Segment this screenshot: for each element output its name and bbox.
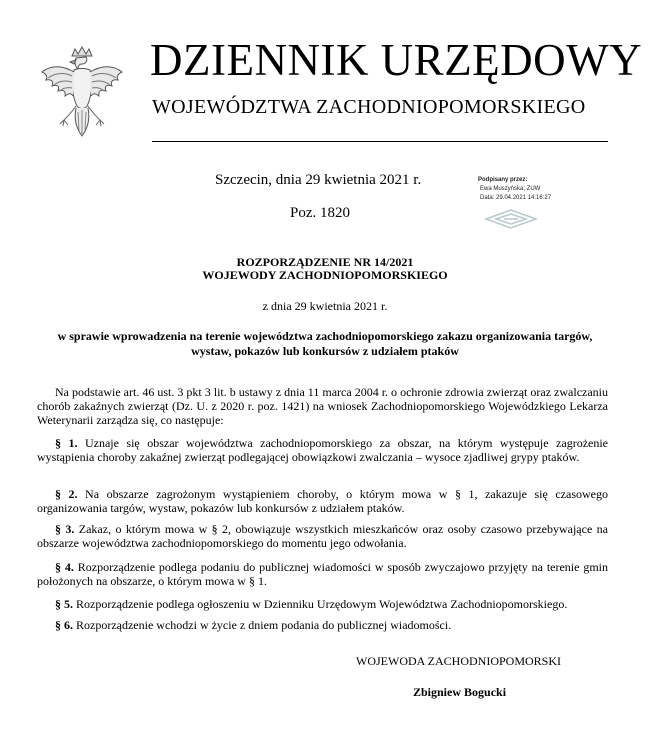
- section-label: § 4.: [55, 560, 74, 574]
- regulation-subject: w sprawie wprowadzenia na terenie województwa zachodniopomorskiego zakazu organizowania targów, wystaw, pokazów lub konkursów z udziałem ptaków: [57, 329, 593, 358]
- section-label: § 5.: [55, 597, 73, 611]
- signature-heading: Podpisany przez:: [478, 177, 528, 183]
- header-divider: [152, 141, 608, 142]
- section-label: § 6.: [55, 618, 73, 632]
- section-4: [37, 560, 608, 588]
- section-label: § 1.: [55, 436, 78, 450]
- section-text: Rozporządzenie podlega podaniu do publicznej wiadomości w sposób zwyczajowo przyjęty na terenie gmin położonych na obszarze, o którym mowa w § 1.: [37, 560, 609, 588]
- signatory-role: WOJEWODA ZACHODNIOPOMORSKI: [356, 654, 561, 668]
- regulation-heading: [0, 256, 650, 282]
- signatory-name: Zbigniew Bogucki: [413, 685, 507, 699]
- section-text: Rozporządzenie podlega ogłoszeniu w Dzienniku Urzędowym Województwa Zachodniopomorskiego.: [73, 597, 568, 611]
- regulation-issuer: WOJEWODY ZACHODNIOPOMORSKIEGO: [202, 268, 448, 282]
- section-3: [37, 522, 608, 550]
- section-2: [37, 487, 608, 515]
- section-text: Na obszarze zagrożonym wystąpieniem choroby, o którym mowa w § 1, zakazuje się czasowego organizowania targów, wystaw, pokazów lub konkursów z udziałem ptaków.: [37, 487, 608, 515]
- section-1: [37, 436, 608, 464]
- electronic-signature: [478, 176, 598, 228]
- journal-title: DZIENNIK URZĘDOWY: [150, 35, 643, 85]
- section-text: Uznaje się obszar województwa zachodniopomorskiego za obszar, na którym występuje zagrożenie wystąpienia choroby zakaźnej zwierząt podlegającej obowiązkowi zwalczania – wysoce zjadliwej grypy ptaków.: [37, 436, 609, 464]
- signature-date: Data: 29.04.2021 14:16:27: [480, 195, 552, 201]
- section-text: Rozporządzenie wchodzi w życie z dniem podania do publicznej wiadomości.: [73, 618, 452, 632]
- section-6: [37, 618, 608, 632]
- preamble: Na podstawie art. 46 ust. 3 pkt 3 lit. b ustawy z dnia 11 marca 2004 r. o ochronie zdrowia zwierząt oraz zwalczaniu chorób zakaźnych zwierząt (Dz. U. z 2020 r. poz. 1421) na wniosek Zachodniopomorskiego Wojewódzkiego Lekarza Weterynarii zarządza się, co następuje:: [37, 385, 608, 427]
- journal-subtitle: WOJEWÓDZTWA ZACHODNIOPOMORSKIEGO: [152, 96, 586, 118]
- section-text: Zakaz, o którym mowa w § 2, obowiązuje wszystkich mieszkańców oraz osoby czasowo przebywające na obszarze województwa zachodniopomorskiego do momentu jego odwołania.: [37, 522, 609, 550]
- section-5: [37, 597, 608, 611]
- section-label: § 3.: [55, 522, 75, 536]
- position-number: Poz. 1820: [290, 205, 350, 221]
- signature-mark-icon: [482, 208, 540, 230]
- place-date: Szczecin, dnia 29 kwietnia 2021 r.: [215, 172, 422, 188]
- regulation-date: z dnia 29 kwietnia 2021 r.: [262, 299, 388, 313]
- signature-signer: Ewa Muszyńska; ZUW: [480, 186, 541, 192]
- regulation-number: ROZPORZĄDZENIE NR 14/2021: [236, 255, 414, 269]
- section-label: § 2.: [55, 487, 78, 501]
- eagle-emblem-icon: [38, 46, 126, 146]
